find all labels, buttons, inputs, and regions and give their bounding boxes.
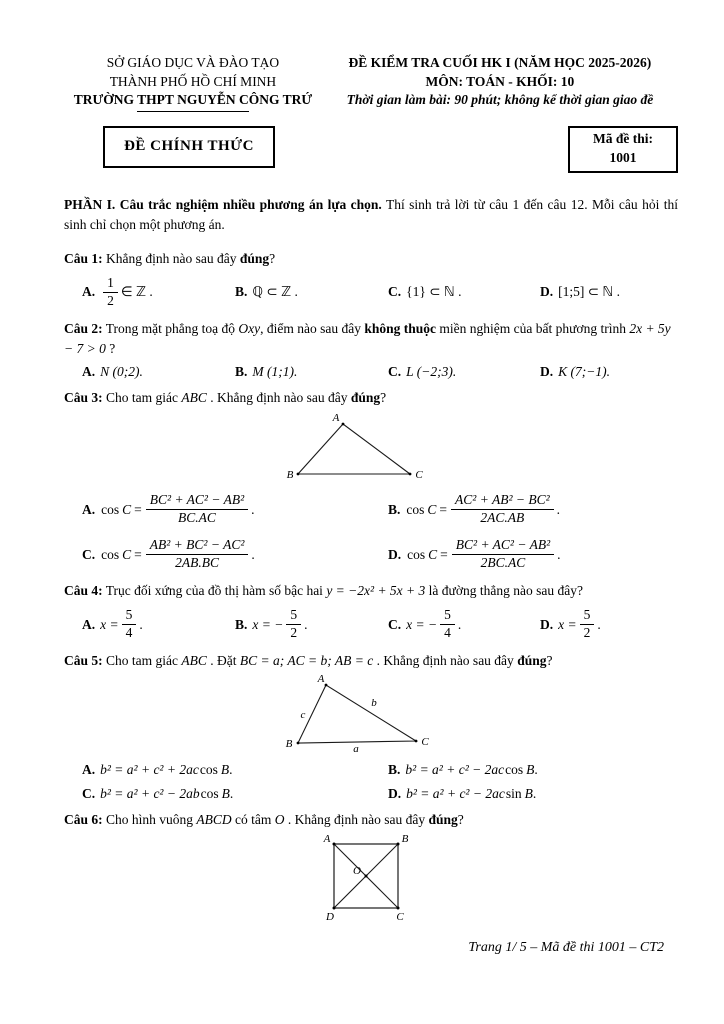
fraction-numerator: 1 [103, 275, 118, 293]
option-letter: C. [388, 364, 402, 380]
question-1-emphasis: đúng [239, 250, 270, 266]
period: . [139, 616, 143, 632]
fraction-numerator: AB² + BC² − AC² [146, 537, 249, 555]
question-1 [64, 249, 678, 269]
question-5-emphasis: đúng [517, 652, 547, 668]
angle-variable: B [524, 786, 533, 802]
part1-instructions: Thí sinh trả lời từ câu 1 đến câu 12. Mỗi câu hỏi thí sinh chỉ chọn một phương án. [64, 196, 679, 232]
period: . [457, 616, 462, 632]
vertex-label-b: B [401, 833, 409, 846]
center-label-o: O [353, 865, 361, 878]
option-text: N (0;2). [100, 364, 143, 380]
option-c [388, 606, 540, 643]
math-expression: ABC [181, 390, 207, 406]
math-expression: BC = a; AC = b; AB = c [239, 652, 374, 668]
question-4-end: là đường thẳng nào sau đây? [425, 582, 583, 598]
trig-function: sin [505, 786, 522, 802]
triangle-figure-q5 [54, 673, 678, 757]
math-expression: Oxy [238, 320, 261, 336]
option-letter: A. [82, 762, 96, 778]
cos-function: cos [406, 501, 425, 517]
option-letter: B. [235, 616, 248, 632]
city-line: THÀNH PHỐ HỒ CHÍ MINH [109, 73, 277, 89]
angle-variable: B [526, 762, 535, 778]
equals-sign: = [134, 546, 142, 562]
fraction-denominator: 4 [125, 625, 133, 641]
option-d [388, 786, 678, 802]
option-letter: A. [82, 364, 96, 380]
trig-function: cos [200, 786, 219, 802]
option-text: b² = a² + c² − 2ab [100, 786, 200, 802]
fraction-denominator: 2BC.AC [480, 555, 526, 571]
period: . [251, 501, 255, 517]
question-2-text: , điểm nào sau đây [260, 320, 365, 336]
question-3 [64, 388, 678, 408]
question-1-end: ? [269, 250, 276, 266]
option-a [82, 274, 235, 311]
fraction-denominator: 2 [583, 625, 591, 641]
option-text: M (1;1). [252, 364, 298, 380]
option-prefix: x = [100, 616, 119, 632]
option-text: b² = a² + c² − 2ac [406, 786, 505, 802]
question-6-end: ? [457, 812, 464, 828]
option-letter: D. [540, 616, 554, 632]
fraction [440, 607, 455, 642]
exam-code-value: 1001 [609, 149, 637, 165]
fraction [580, 607, 595, 642]
period: . [229, 762, 233, 778]
option-c [82, 536, 388, 573]
option-prefix: x = − [252, 616, 284, 632]
option-d [540, 284, 678, 300]
question-3-end: ? [380, 390, 387, 406]
question-5-text: . Đặt [206, 652, 240, 668]
option-letter: C. [388, 284, 402, 300]
side-label-c: c [300, 709, 306, 722]
angle-variable: B [220, 762, 230, 778]
fraction [452, 537, 554, 572]
page-footer: Trang 1/ 5 – Mã đề thi 1001 – CT2 [468, 940, 664, 956]
fraction-denominator: 4 [444, 625, 451, 641]
option-b [235, 284, 388, 300]
stamp-row [64, 126, 678, 173]
question-5-end: ? [546, 652, 553, 668]
option-text: ℚ ⊂ ℤ . [252, 284, 298, 300]
exam-title: ĐỀ KIỂM TRA CUỐI HK I (NĂM HỌC 2025-2026) [348, 55, 652, 70]
option-letter: B. [388, 501, 401, 517]
fraction-denominator: 2 [107, 292, 114, 308]
vertex-label-b: B [286, 469, 294, 482]
issuing-authority-block [64, 54, 322, 112]
fraction-numerator: BC² + AC² − AB² [146, 492, 248, 510]
question-6-label: Câu 6: [64, 812, 103, 828]
square-figure-q6 [54, 832, 678, 928]
exam-subject: MÔN: TOÁN - KHỐI: 10 [425, 73, 575, 89]
question-2-end: ? [105, 340, 116, 356]
question-6-emphasis: đúng [428, 812, 458, 828]
question-1-options [82, 274, 678, 311]
option-b [235, 364, 388, 380]
option-b [388, 762, 678, 778]
cos-function: cos [101, 546, 120, 562]
question-4-options [82, 606, 678, 643]
question-5-text: . Khẳng định nào sau đây [373, 652, 518, 668]
period: . [532, 786, 537, 802]
option-letter: C. [82, 786, 96, 802]
triangle-sides-svg [285, 673, 446, 756]
vertex-label-c: C [396, 911, 404, 924]
fraction-numerator: BC² + AC² − AB² [452, 537, 554, 555]
fraction [146, 492, 248, 527]
question-2-options [82, 364, 678, 380]
official-exam-stamp-box [103, 126, 275, 168]
question-3-text: . Khẳng định nào sau đây [206, 390, 351, 406]
period: . [251, 546, 255, 562]
math-expression: O [274, 812, 285, 828]
fraction-numerator: AC² + AB² − BC² [451, 492, 554, 510]
question-1-text: Khẳng định nào sau đây [102, 250, 240, 266]
fraction-denominator: BC.AC [178, 510, 216, 526]
question-2-emphasis: không thuộc [364, 320, 437, 336]
angle-variable: B [221, 786, 230, 802]
triangle-figure-q3 [54, 410, 678, 486]
cos-function: cos [101, 501, 120, 517]
equals-sign: = [134, 501, 142, 517]
exam-header [64, 54, 678, 112]
question-4-label: Câu 4: [64, 582, 103, 598]
fraction-denominator: 2AB.BC [175, 555, 220, 571]
question-1-label: Câu 1: [64, 250, 103, 266]
angle-variable: C [122, 501, 132, 517]
question-5-label: Câu 5: [64, 652, 103, 668]
vertex-label-a: A [317, 673, 325, 686]
question-6-text: Cho hình vuông [102, 812, 197, 828]
department-line: SỞ GIÁO DỤC VÀ ĐÀO TẠO [106, 55, 280, 70]
question-3-options [82, 491, 678, 573]
option-d [540, 364, 678, 380]
fraction-denominator: 2AC.AB [480, 510, 525, 526]
option-letter: B. [235, 284, 248, 300]
square-abcd-svg [306, 832, 426, 924]
option-a [82, 606, 235, 643]
cos-function: cos [407, 546, 426, 562]
question-3-emphasis: đúng [350, 390, 381, 406]
option-letter: A. [82, 501, 96, 517]
angle-variable: C [428, 546, 438, 562]
option-letter: D. [540, 284, 554, 300]
option-letter: D. [540, 364, 554, 380]
option-d [388, 536, 678, 573]
option-letter: A. [82, 616, 96, 632]
school-underline [137, 111, 249, 112]
period: . [304, 616, 308, 632]
period: . [229, 786, 234, 802]
triangle-abc-svg [286, 410, 446, 482]
vertex-label-c: C [415, 469, 423, 482]
question-3-text: Cho tam giác [102, 390, 182, 406]
exam-code-label: Mã đề thi: [593, 130, 653, 146]
fraction-numerator: 5 [286, 607, 301, 625]
option-prefix: x = − [406, 616, 438, 632]
trig-function: cos [505, 762, 524, 778]
vertex-label-a: A [332, 412, 340, 425]
equals-sign: = [440, 546, 448, 562]
vertex-label-c: C [421, 736, 429, 749]
side-label-a: a [353, 743, 359, 756]
fraction-numerator: 5 [440, 607, 455, 625]
math-expression: 2x + 5y − 7 > 0 [64, 320, 671, 356]
option-letter: C. [82, 546, 96, 562]
question-6-text: . Khẳng định nào sau đây [284, 812, 429, 828]
option-letter: A. [82, 284, 96, 300]
angle-variable: C [427, 501, 437, 517]
question-2-text: Trong mặt phẳng toạ độ [102, 320, 239, 336]
option-b [235, 606, 388, 643]
fraction-denominator: 2 [290, 625, 298, 641]
question-6 [64, 810, 678, 830]
math-expression: y = −2x² + 5x + 3 [326, 582, 426, 598]
question-2-label: Câu 2: [64, 320, 103, 336]
fraction [103, 275, 118, 310]
side-label-b: b [371, 697, 377, 710]
option-c [82, 786, 388, 802]
option-text: b² = a² + c² + 2ac [100, 762, 199, 778]
fraction-numerator: 5 [580, 607, 595, 625]
option-b [388, 491, 678, 528]
option-letter: B. [235, 364, 248, 380]
equals-sign: = [439, 501, 448, 517]
option-text: K (7;−1). [558, 364, 610, 380]
school-name: TRƯỜNG THPT NGUYỄN CÔNG TRỨ [73, 92, 313, 108]
vertex-label-b: B [285, 738, 293, 751]
question-3-label: Câu 3: [64, 390, 103, 406]
option-text: {1} ⊂ ℕ . [406, 284, 462, 300]
period: . [556, 501, 561, 517]
option-text: [1;5] ⊂ ℕ . [558, 284, 620, 300]
option-d [540, 606, 678, 643]
vertex-label-d: D [326, 911, 334, 924]
option-letter: B. [388, 762, 401, 778]
option-c [388, 284, 540, 300]
exam-title-block [322, 54, 678, 112]
fraction [286, 607, 301, 642]
official-exam-label: ĐỀ CHÍNH THỨC [124, 138, 254, 155]
fraction [146, 537, 249, 572]
fraction-numerator: 5 [122, 607, 137, 625]
period: . [557, 546, 561, 562]
question-5-options [82, 762, 678, 802]
option-letter: D. [388, 546, 402, 562]
question-6-text: có tâm [231, 812, 275, 828]
option-a [82, 762, 388, 778]
question-5-text: Cho tam giác [102, 652, 182, 668]
period: . [597, 616, 601, 632]
question-2-text: miền nghiệm của bất phương trình [436, 320, 630, 336]
vertex-label-a: A [323, 833, 331, 846]
option-prefix: x = [558, 616, 577, 632]
math-expression: ABC [181, 652, 207, 668]
question-4 [64, 581, 678, 601]
exam-duration: Thời gian làm bài: 90 phút; không kể thời gian giao đề [346, 92, 654, 108]
trig-function: cos [199, 762, 218, 778]
math-expression: ABCD [196, 812, 232, 828]
option-letter: C. [388, 616, 402, 632]
option-a [82, 491, 388, 528]
question-2 [64, 319, 678, 360]
option-text: b² = a² + c² − 2ac [405, 762, 505, 778]
angle-variable: C [122, 546, 132, 562]
question-4-text: Trục đối xứng của đồ thị hàm số bậc hai [102, 582, 327, 598]
option-c [388, 364, 540, 380]
question-5 [64, 651, 678, 671]
exam-code-box [568, 126, 678, 173]
option-letter: D. [388, 786, 402, 802]
fraction [122, 607, 137, 642]
fraction [451, 492, 554, 527]
option-text: ∈ ℤ . [120, 284, 153, 300]
part1-title: PHẦN I. Câu trắc nghiệm nhiều phương án lựa chọn. [64, 196, 382, 212]
part1-heading [64, 195, 678, 236]
option-a [82, 364, 235, 380]
period: . [534, 762, 538, 778]
option-text: L (−2;3). [406, 364, 457, 380]
